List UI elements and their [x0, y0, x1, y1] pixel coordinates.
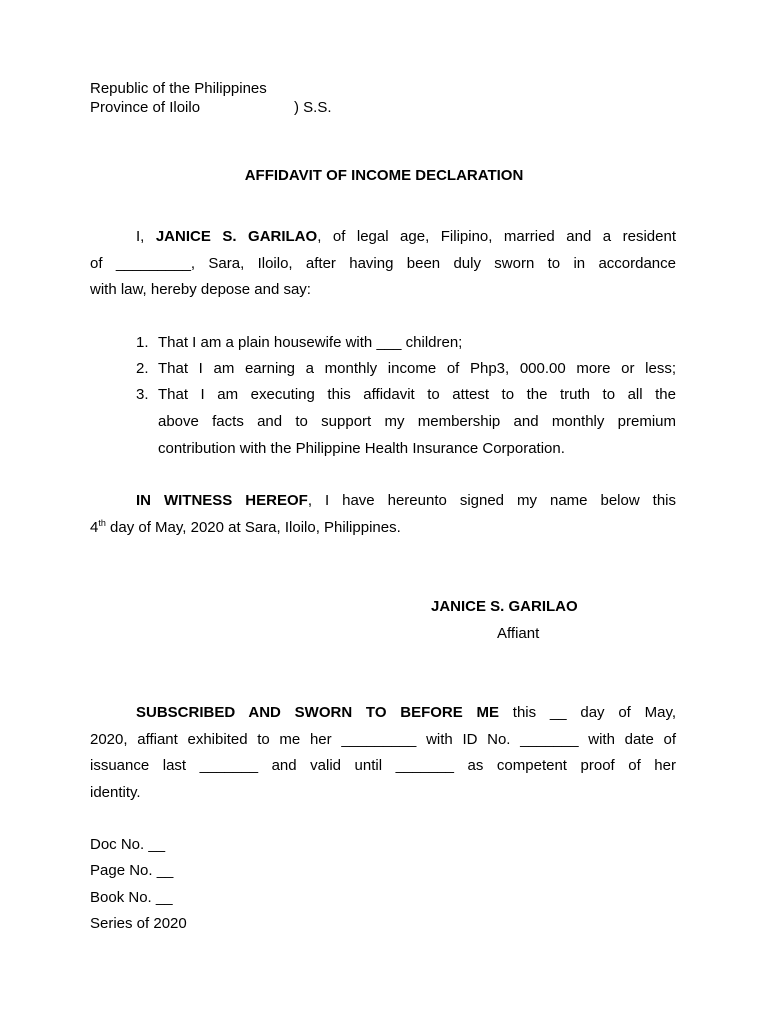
jurat-bold: SUBSCRIBED AND SWORN TO BEFORE ME: [136, 704, 500, 721]
item-3-line-2: above facts and to support my membership and monthly premium: [158, 413, 676, 430]
affiant-name-inline: JANICE S. GARILAO: [155, 228, 318, 245]
witness-post: , I have hereunto signed my name below this: [307, 492, 676, 509]
item-3-number: 3.: [136, 386, 149, 403]
header-ss: ) S.S.: [294, 99, 332, 116]
book-no: Book No. __: [90, 889, 173, 906]
signature-name: JANICE S. GARILAO: [431, 598, 578, 615]
intro-line-2: of _________, Sara, Iloilo, after having been duly sworn to in accordance: [90, 255, 676, 272]
witness-line-2: [90, 519, 401, 537]
witness-day: 4: [90, 519, 99, 536]
item-1-number: 1.: [136, 334, 149, 351]
jurat-line-1: [136, 704, 676, 722]
item-2-number: 2.: [136, 360, 149, 377]
header-province: Province of Iloilo: [90, 99, 201, 116]
jurat-line-2: 2020, affiant exhibited to me her _________ with ID No. _______ with date of: [90, 731, 676, 748]
page-no: Page No. __: [90, 862, 174, 879]
intro-pre: I,: [136, 228, 156, 245]
witness-line-1: [136, 492, 676, 510]
witness-bold: IN WITNESS HEREOF: [136, 492, 308, 509]
signature-role: Affiant: [497, 625, 540, 642]
doc-no: Doc No. __: [90, 836, 166, 853]
document-title: AFFIDAVIT OF INCOME DECLARATION: [244, 167, 524, 184]
item-2-text: That I am earning a monthly income of Php3, 000.00 more or less;: [158, 360, 676, 377]
item-3-line-3: contribution with the Philippine Health Insurance Corporation.: [158, 440, 565, 457]
header-republic: Republic of the Philippines: [90, 80, 267, 97]
witness-date-text: day of May, 2020 at Sara, Iloilo, Philippines.: [105, 519, 401, 536]
witness-day-suffix: th: [98, 518, 106, 528]
item-3-line-1: That I am executing this affidavit to attest to the truth to all the: [158, 386, 676, 403]
jurat-line-3: issuance last _______ and valid until _______ as competent proof of her: [90, 757, 676, 774]
jurat-line-4: identity.: [90, 784, 141, 801]
series: Series of 2020: [90, 915, 187, 932]
intro-line-1: [136, 228, 676, 246]
jurat-post: this __ day of May,: [499, 704, 676, 721]
item-1-text: That I am a plain housewife with ___ children;: [158, 334, 463, 351]
intro-line-3: with law, hereby depose and say:: [90, 281, 311, 298]
intro-post: , of legal age, Filipino, married and a resident: [317, 228, 676, 245]
